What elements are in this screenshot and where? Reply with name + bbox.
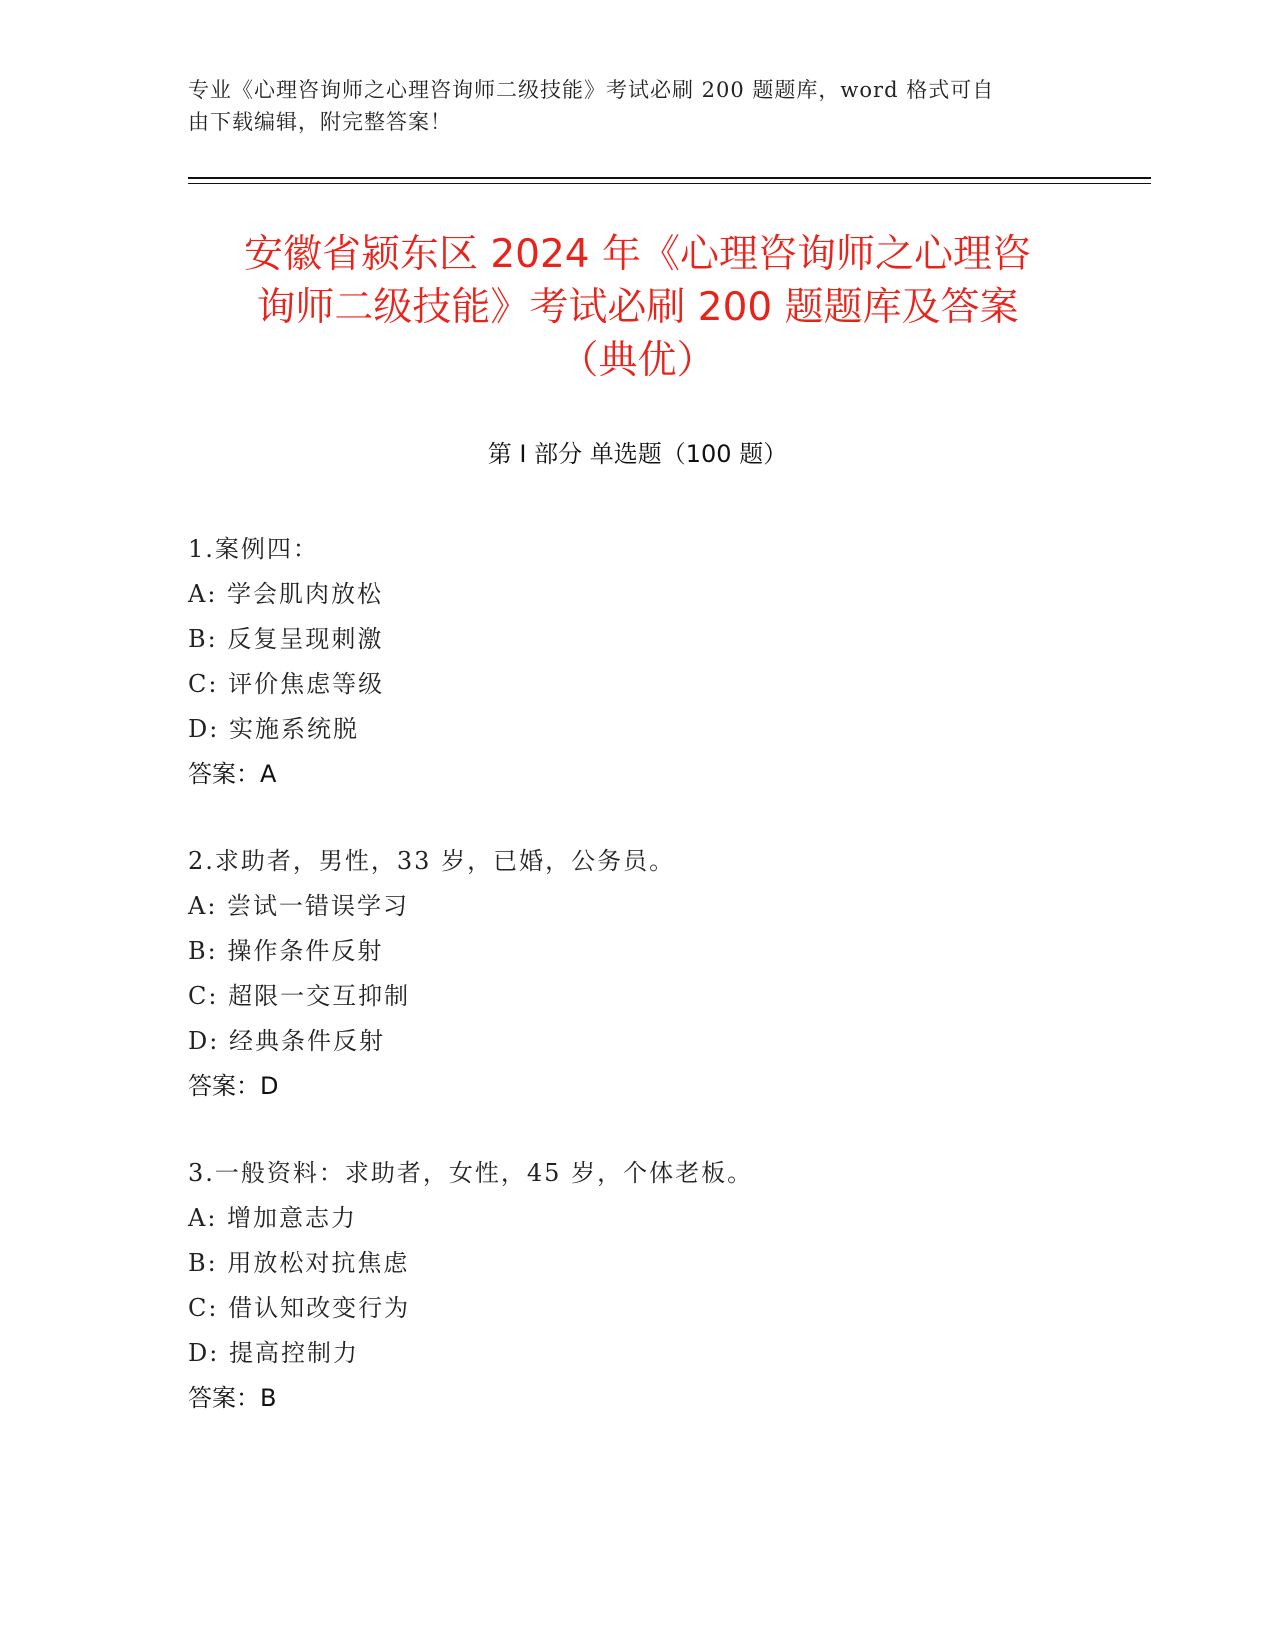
question-2: [188, 839, 1088, 1109]
header-rule-thin: [188, 183, 1151, 184]
option-b: B: 用放松对抗焦虑: [188, 1249, 410, 1277]
option-b: B: 反复呈现刺激: [188, 625, 384, 653]
question-stem: 1.案例四：: [188, 535, 319, 563]
question-1: [188, 527, 1088, 797]
document-title-line-2: 询师二级技能》考试必刷 200 题题库及答案: [256, 285, 1019, 330]
document-title-line-1: 安徽省颍东区 2024 年《心理咨询师之心理咨: [243, 232, 1032, 277]
option-a: A: 学会肌肉放松: [188, 580, 384, 608]
question-list: [188, 527, 1088, 1463]
question-3: [188, 1151, 1088, 1421]
option-d: D: 实施系统脱: [188, 715, 359, 743]
header-note-line-2: 由下载编辑，附完整答案！: [188, 110, 452, 134]
option-d: D: 经典条件反射: [188, 1027, 385, 1055]
option-c: C: 评价焦虑等级: [188, 670, 385, 698]
answer-line: 答案：D: [188, 1072, 279, 1100]
question-stem: 2.求助者，男性，33 岁，已婚，公务员。: [188, 847, 676, 875]
answer-line: 答案：B: [188, 1384, 277, 1412]
answer-line: 答案：A: [188, 760, 277, 788]
header-note-line-1: 专业《心理咨询师之心理咨询师二级技能》考试必刷 200 题题库，word 格式可自: [188, 78, 995, 102]
option-a: A: 尝试一错误学习: [188, 892, 410, 920]
option-c: C: 借认知改变行为: [188, 1294, 411, 1322]
option-b: B: 操作条件反射: [188, 937, 384, 965]
document-title-line-3: （典优）: [559, 338, 716, 383]
header-note: [188, 74, 1068, 138]
header-rule-thick: [188, 177, 1151, 179]
section-title: 第 I 部分 单选题（100 题）: [487, 440, 788, 468]
question-stem: 3.一般资料：求助者，女性，45 岁，个体老板。: [188, 1159, 754, 1187]
option-d: D: 提高控制力: [188, 1339, 359, 1367]
document-title: [150, 228, 1125, 387]
option-c: C: 超限一交互抑制: [188, 982, 411, 1010]
option-a: A: 增加意志力: [188, 1204, 358, 1232]
